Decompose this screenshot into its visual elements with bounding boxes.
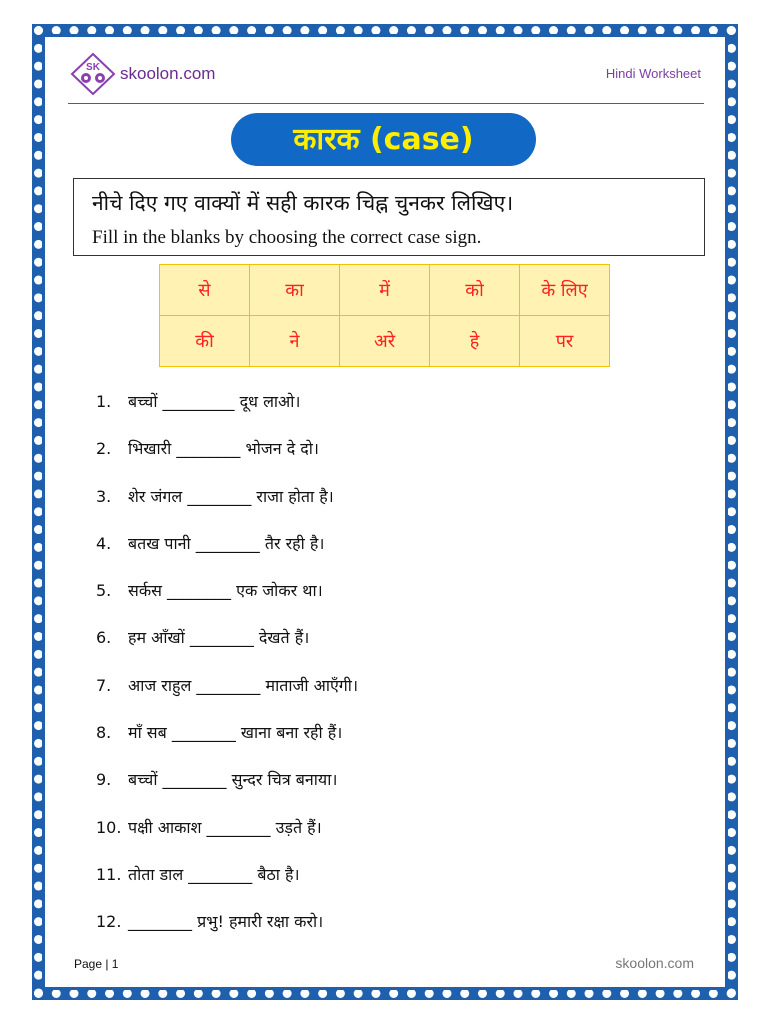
instruction-english: Fill in the blanks by choosing the correct case sign. [92,227,482,248]
case-sign-cell: के लिए [520,265,610,316]
site-name: skoolon.com [120,64,216,83]
question-text: भिखारी ________ भोजन दे दो। [128,439,319,459]
table-row [160,265,610,316]
question-number: 3. [96,486,112,506]
question-number: 6. [96,628,112,648]
header-divider [68,103,704,104]
question-item [96,906,696,953]
case-sign-cell: से [160,265,250,316]
question-number: 9. [96,770,112,790]
table-row [160,316,610,367]
question-number: 11. [96,864,122,884]
case-sign-cell: हे [430,316,520,367]
question-item [96,528,696,575]
question-number: 5. [96,581,112,601]
question-text: शेर जंगल ________ राजा होता है। [128,486,334,506]
question-list [96,386,696,954]
case-sign-cell: ने [250,316,340,367]
question-item [96,575,696,622]
question-number: 2. [96,439,112,459]
question-text: हम आँखों ________ देखते हैं। [128,628,310,648]
question-number: 4. [96,533,112,553]
case-sign-cell: पर [520,316,610,367]
svg-text:SK: SK [86,62,100,73]
case-sign-table [159,264,610,367]
question-item [96,481,696,528]
question-item [96,764,696,811]
question-text: पक्षी आकाश ________ उड़ते हैं। [128,817,322,837]
question-item [96,433,696,480]
question-number: 8. [96,723,112,743]
question-item [96,386,696,433]
question-number: 10. [96,817,122,837]
skoolon-logo-icon [70,52,116,96]
case-sign-cell: में [340,265,430,316]
question-text: माँ सब ________ खाना बना रही हैं। [128,723,343,743]
question-text: बच्चों _________ दूध लाओ। [128,392,301,411]
worksheet-type: Hindi Worksheet [605,66,701,81]
question-item [96,622,696,669]
question-number: 1. [96,392,112,411]
question-item [96,859,696,906]
question-text: बतख पानी ________ तैर रही है। [128,533,325,553]
question-item [96,670,696,717]
instruction-box [73,178,705,256]
case-sign-cell: अरे [340,316,430,367]
case-sign-cell: की [160,316,250,367]
page-title: कारक (case) [231,113,536,166]
question-text: सर्कस ________ एक जोकर था। [128,581,323,601]
instruction-hindi: नीचे दिए गए वाक्यों में सही कारक चिह्न चुनकर लिखिए। [92,191,514,215]
page-number: Page | 1 [74,957,119,971]
case-sign-cell: का [250,265,340,316]
question-item [96,812,696,859]
question-number: 7. [96,675,112,695]
question-text: बच्चों ________ सुन्दर चित्र बनाया। [128,770,338,790]
question-text: तोता डाल ________ बैठा है। [128,864,300,884]
question-item [96,717,696,764]
question-number: 12. [96,912,122,932]
question-text: ________ प्रभु! हमारी रक्षा करो। [128,912,324,932]
question-text: आज राहुल ________ माताजी आएँगी। [128,675,359,695]
case-sign-cell: को [430,265,520,316]
footer-site: skoolon.com [615,955,694,971]
